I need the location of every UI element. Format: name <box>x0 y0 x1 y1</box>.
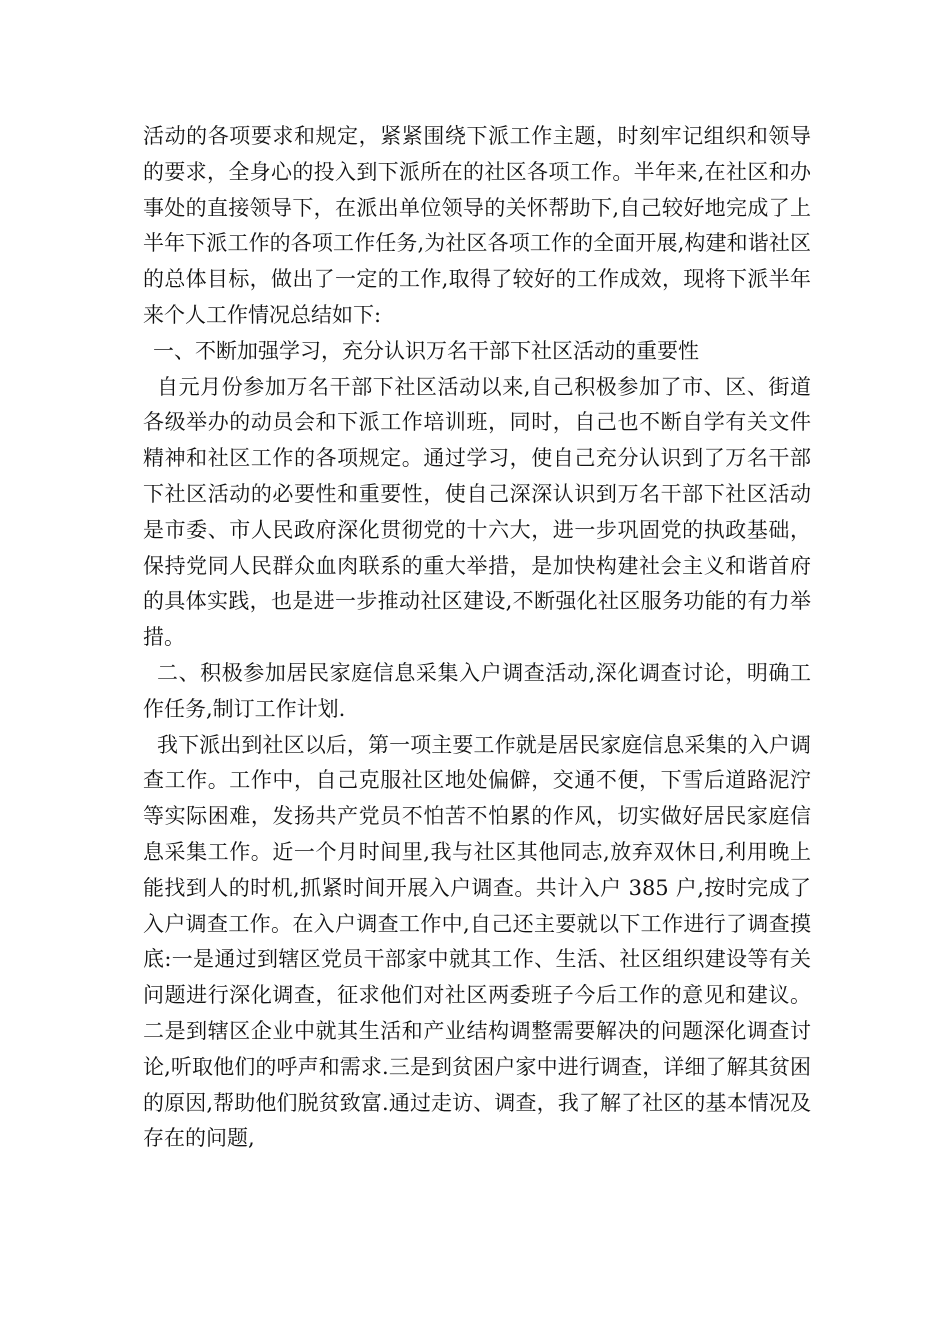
paragraph-intro: 活动的各项要求和规定，紧紧围绕下派工作主题，时刻牢记组织和领导的要求，全身心的投入到下派所在的社区各项工作。半年来,在社区和办事处的直接领导下，在派出单位领导的关怀帮助下,自己较好地完成了上半年下派工作的各项工作任务,为社区各项工作的全面开展,构建和谐社区的总体目标，做出了一定的工作,取得了较好的工作成效，现将下派半年来个人工作情况总结如下: <box>143 124 811 327</box>
paragraph-section-2: 我下派出到社区以后，第一项主要工作就是居民家庭信息采集的入户调查工作。工作中，自己克服社区地处偏僻，交通不便，下雪后道路泥泞等实际困难，发扬共产党员不怕苦不怕累的作风，切实做好居民家庭信息采集工作。近一个月时间里,我与社区其他同志,放弃双休日,利用晚上能找到人的时机,抓紧时间开展入户调查。共计入户 385 户,按时完成了入户调查工作。在入户调查工作中,自己还主要就以下工作进行了调查摸底:一是通过到辖区党员干部家中就其工作、生活、社区组织建设等有关问题进行深化调查，征求他们对社区两委班子今后工作的意见和建议。二是到辖区企业中就其生活和产业结构调整需要解决的问题深化调查讨论,听取他们的呼声和需求.三是到贫困户家中进行调查，详细了解其贫困的原因,帮助他们脱贫致富.通过走访、调查，我了解了社区的基本情况及存在的问题, <box>143 732 811 1151</box>
document-body <box>143 119 811 1157</box>
section-heading-2: 二、积极参加居民家庭信息采集入户调查活动,深化调查讨论，明确工作任务,制订工作计划. <box>143 660 811 721</box>
section-heading-1: 一、不断加强学习，充分认识万名干部下社区活动的重要性 <box>153 338 699 363</box>
paragraph-section-1: 自元月份参加万名干部下社区活动以来,自己积极参加了市、区、街道各级举办的动员会和下派工作培训班，同时，自己也不断自学有关文件精神和社区工作的各项规定。通过学习，使自己充分认识到了万名干部下社区活动的必要性和重要性，使自己深深认识到万名干部下社区活动是市委、市人民政府深化贯彻党的十六大，进一步巩固党的执政基础，保持党同人民群众血肉联系的重大举措，是加快构建社会主义和谐首府的具体实践，也是进一步推动社区建设,不断强化社区服务功能的有力举措。 <box>143 374 811 650</box>
